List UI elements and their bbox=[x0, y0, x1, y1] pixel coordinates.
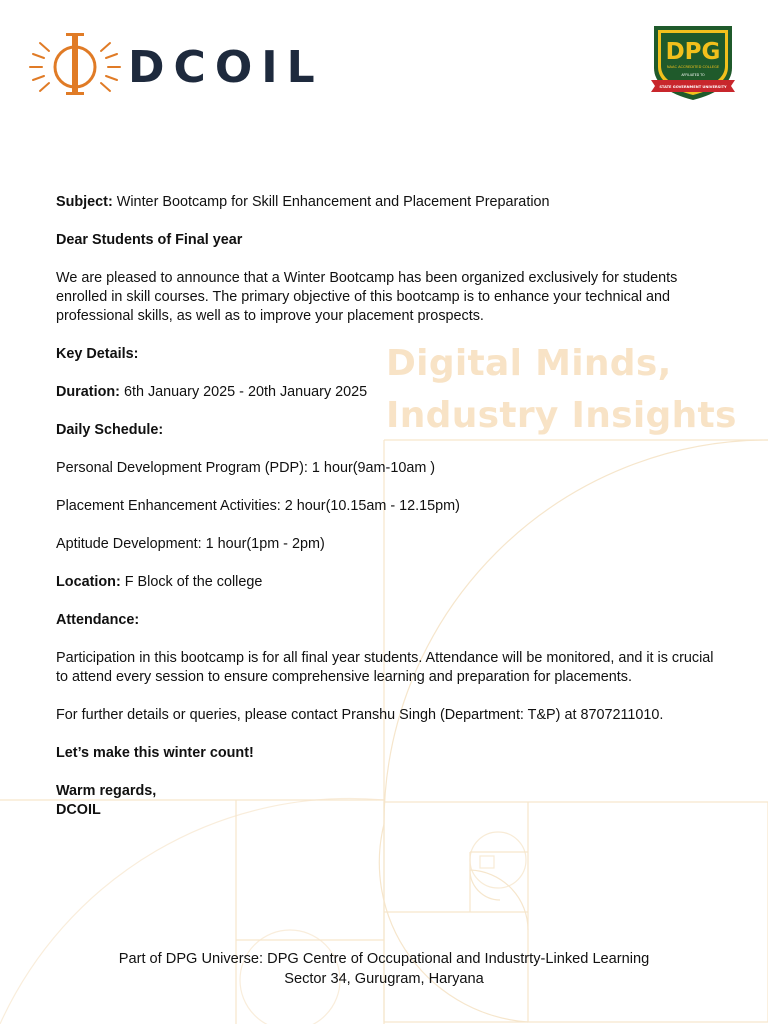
footer-line-1: Part of DPG Universe: DPG Centre of Occupational and Industrty-Linked Learning bbox=[118, 951, 650, 967]
subject-text: Winter Bootcamp for Skill Enhancement and Placement Preparation bbox=[112, 194, 550, 210]
attendance-paragraph: Participation in this bootcamp is for all final year students. Attendance will be monitored, and it is crucial to attend every session to ensure comprehensive learning and preparation for placements. bbox=[56, 650, 714, 685]
location-text: F Block of the college bbox=[120, 574, 263, 590]
footer bbox=[0, 949, 768, 989]
watermark-line-2: Industry Insights bbox=[386, 395, 737, 436]
location-line bbox=[56, 573, 716, 592]
schedule-item-pdp: Personal Development Program (PDP): 1 hour(9am-10am ) bbox=[56, 460, 436, 476]
regards-line: Warm regards, bbox=[56, 783, 157, 799]
subject-line bbox=[56, 193, 716, 212]
letter-body bbox=[56, 193, 716, 839]
dpg-logo bbox=[648, 22, 738, 102]
schedule-heading: Daily Schedule: bbox=[56, 422, 164, 438]
salutation: Dear Students of Final year bbox=[56, 232, 243, 248]
duration-line bbox=[56, 383, 716, 402]
dcoil-logo-text: DCOIL bbox=[128, 42, 324, 93]
dpg-logo-subtitle: NAAC ACCREDITED COLLEGE bbox=[666, 65, 720, 69]
dpg-logo-affiliation: AFFILIATED TO bbox=[681, 73, 705, 77]
subject-label: Subject: bbox=[56, 194, 113, 210]
signoff: DCOIL bbox=[56, 802, 101, 818]
duration-label: Duration: bbox=[56, 384, 120, 400]
dcoil-logo bbox=[22, 30, 382, 100]
schedule-item-placement: Placement Enhancement Activities: 2 hour(10.15am - 12.15pm) bbox=[56, 498, 460, 514]
watermark-line-1: Digital Minds, bbox=[386, 343, 672, 384]
key-details-heading: Key Details: bbox=[56, 346, 139, 362]
dpg-logo-text: DPG bbox=[665, 39, 721, 65]
contact-paragraph: For further details or queries, please contact Pranshu Singh (Department: T&P) at 8707211010. bbox=[56, 707, 664, 723]
closing-line: Let’s make this winter count! bbox=[56, 745, 254, 761]
duration-text: 6th January 2025 - 20th January 2025 bbox=[119, 384, 368, 400]
intro-paragraph: We are pleased to announce that a Winter Bootcamp has been organized exclusively for students enrolled in skill courses. The primary objective of this bootcamp is to enhance your technical and professional skills, as well as to improve your placement prospects. bbox=[56, 270, 678, 324]
location-label: Location: bbox=[56, 574, 121, 590]
schedule-item-aptitude: Aptitude Development: 1 hour(1pm - 2pm) bbox=[56, 536, 325, 552]
footer-line-2: Sector 34, Gurugram, Haryana bbox=[284, 971, 484, 987]
dpg-logo-ribbon: STATE GOVERNMENT UNIVERSITY bbox=[659, 85, 727, 89]
attendance-heading: Attendance: bbox=[56, 612, 140, 628]
